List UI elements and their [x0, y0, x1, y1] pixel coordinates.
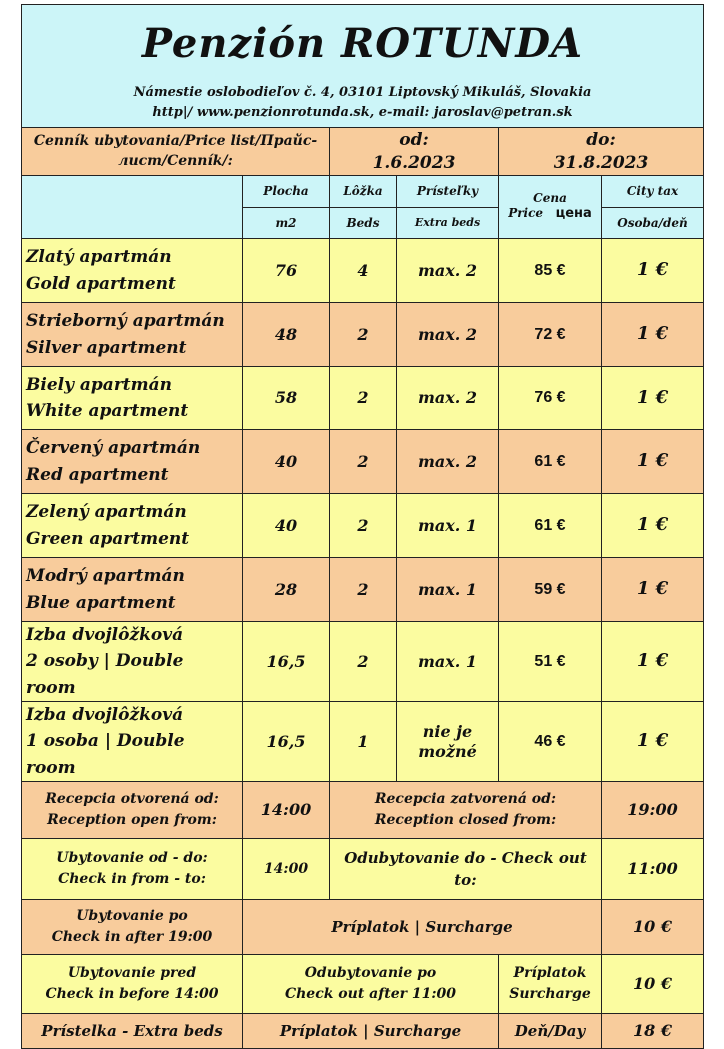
room-tax: 1 €: [602, 622, 704, 702]
checkout-label: Odubytovanie do - Check out to:: [330, 839, 602, 900]
col-header-price: Cena Price цена: [499, 176, 602, 239]
room-area: 16,5: [243, 622, 330, 702]
room-price: 46 €: [499, 702, 602, 782]
room-price: 85 €: [499, 239, 602, 303]
col-header-area-unit: m2: [243, 208, 330, 239]
room-beds: 4: [330, 239, 397, 303]
late-checkin-label: Ubytovanie po Check in after 19:00: [22, 900, 243, 955]
room-tax: 1 €: [602, 702, 704, 782]
extra-bed-surcharge: Príplatok | Surcharge: [243, 1014, 499, 1049]
room-beds: 2: [330, 494, 397, 558]
room-tax: 1 €: [602, 303, 704, 367]
late-checkout-surcharge: Príplatok Surcharge: [499, 955, 602, 1014]
reception-open-label: Recepcia otvorená od: Reception open from:: [22, 782, 243, 839]
col-header-beds-en: Beds: [330, 208, 397, 239]
room-price: 72 €: [499, 303, 602, 367]
room-area: 58: [243, 367, 330, 430]
price-list-sheet: [21, 4, 703, 1049]
room-extra: max. 2: [397, 239, 499, 303]
room-area: 76: [243, 239, 330, 303]
room-tax: 1 €: [602, 558, 704, 622]
from-label: od:: [399, 130, 429, 151]
room-beds: 2: [330, 622, 397, 702]
checkin-label: Ubytovanie od - do: Check in from - to:: [22, 839, 243, 900]
room-extra: max. 2: [397, 303, 499, 367]
pension-contact: http|/ www.penzionrotunda.sk, e-mail: jaroslav@petran.sk: [152, 105, 573, 120]
room-extra: max. 1: [397, 558, 499, 622]
room-name: Izba dvojlôžková 2 osoby | Double room: [22, 622, 243, 702]
room-price: 76 €: [499, 367, 602, 430]
col-header-extra-en: Extra beds: [397, 208, 499, 239]
pension-title: Penzión ROTUNDA: [141, 19, 584, 67]
room-name: Strieborný apartmán Silver apartment: [22, 303, 243, 367]
extra-bed-price: 18 €: [602, 1014, 704, 1049]
late-checkin-surcharge: Príplatok | Surcharge: [243, 900, 602, 955]
price-table: [21, 4, 704, 1049]
late-checkout-label: Odubytovanie po Check out after 11:00: [243, 955, 499, 1014]
room-price: 61 €: [499, 430, 602, 494]
col-header-tax-unit: Osoba/deň: [602, 208, 704, 239]
col-header-beds: Lôžka: [330, 176, 397, 208]
room-price: 61 €: [499, 494, 602, 558]
room-area: 40: [243, 494, 330, 558]
extra-bed-unit: Deň/Day: [499, 1014, 602, 1049]
room-extra: max. 2: [397, 430, 499, 494]
room-beds: 2: [330, 558, 397, 622]
room-price: 59 €: [499, 558, 602, 622]
room-price: 51 €: [499, 622, 602, 702]
room-beds: 2: [330, 430, 397, 494]
room-name: Biely apartmán White apartment: [22, 367, 243, 430]
reception-closed-label: Recepcia zatvorená od: Reception closed from:: [330, 782, 602, 839]
extra-bed-label: Prístelka - Extra beds: [22, 1014, 243, 1049]
checkout-time: 11:00: [602, 839, 704, 900]
room-area: 16,5: [243, 702, 330, 782]
room-extra: nie je možné: [397, 702, 499, 782]
room-extra: max. 1: [397, 494, 499, 558]
reception-open-time: 14:00: [243, 782, 330, 839]
pricelist-label: Cenník ubytovania/Price list/Прайс-лист/Cenník/:: [22, 128, 330, 176]
pricelist-from: [330, 128, 499, 176]
room-tax: 1 €: [602, 494, 704, 558]
room-tax: 1 €: [602, 367, 704, 430]
early-checkin-label: Ubytovanie pred Check in before 14:00: [22, 955, 243, 1014]
room-tax: 1 €: [602, 430, 704, 494]
late-checkout-price: 10 €: [602, 955, 704, 1014]
room-area: 28: [243, 558, 330, 622]
room-beds: 1: [330, 702, 397, 782]
room-tax: 1 €: [602, 239, 704, 303]
pension-header: [22, 5, 704, 128]
room-beds: 2: [330, 367, 397, 430]
col-header-tax: City tax: [602, 176, 704, 208]
to-date: 31.8.2023: [553, 152, 649, 173]
room-area: 48: [243, 303, 330, 367]
room-name: Zlatý apartmán Gold apartment: [22, 239, 243, 303]
room-beds: 2: [330, 303, 397, 367]
from-date: 1.6.2023: [372, 152, 456, 173]
col-header-extra: Prísteľky: [397, 176, 499, 208]
col-header-name: [22, 176, 243, 239]
room-name: Červený apartmán Red apartment: [22, 430, 243, 494]
room-area: 40: [243, 430, 330, 494]
room-extra: max. 1: [397, 622, 499, 702]
pension-address: Námestie oslobodieľov č. 4, 03101 Liptovský Mikuláš, Slovakia: [133, 84, 592, 100]
pricelist-to: [499, 128, 704, 176]
room-name: Zelený apartmán Green apartment: [22, 494, 243, 558]
room-extra: max. 2: [397, 367, 499, 430]
checkin-time: 14:00: [243, 839, 330, 900]
col-header-area: Plocha: [243, 176, 330, 208]
room-name: Izba dvojlôžková 1 osoba | Double room: [22, 702, 243, 782]
to-label: do:: [586, 130, 616, 151]
room-name: Modrý apartmán Blue apartment: [22, 558, 243, 622]
reception-closed-time: 19:00: [602, 782, 704, 839]
late-checkin-price: 10 €: [602, 900, 704, 955]
